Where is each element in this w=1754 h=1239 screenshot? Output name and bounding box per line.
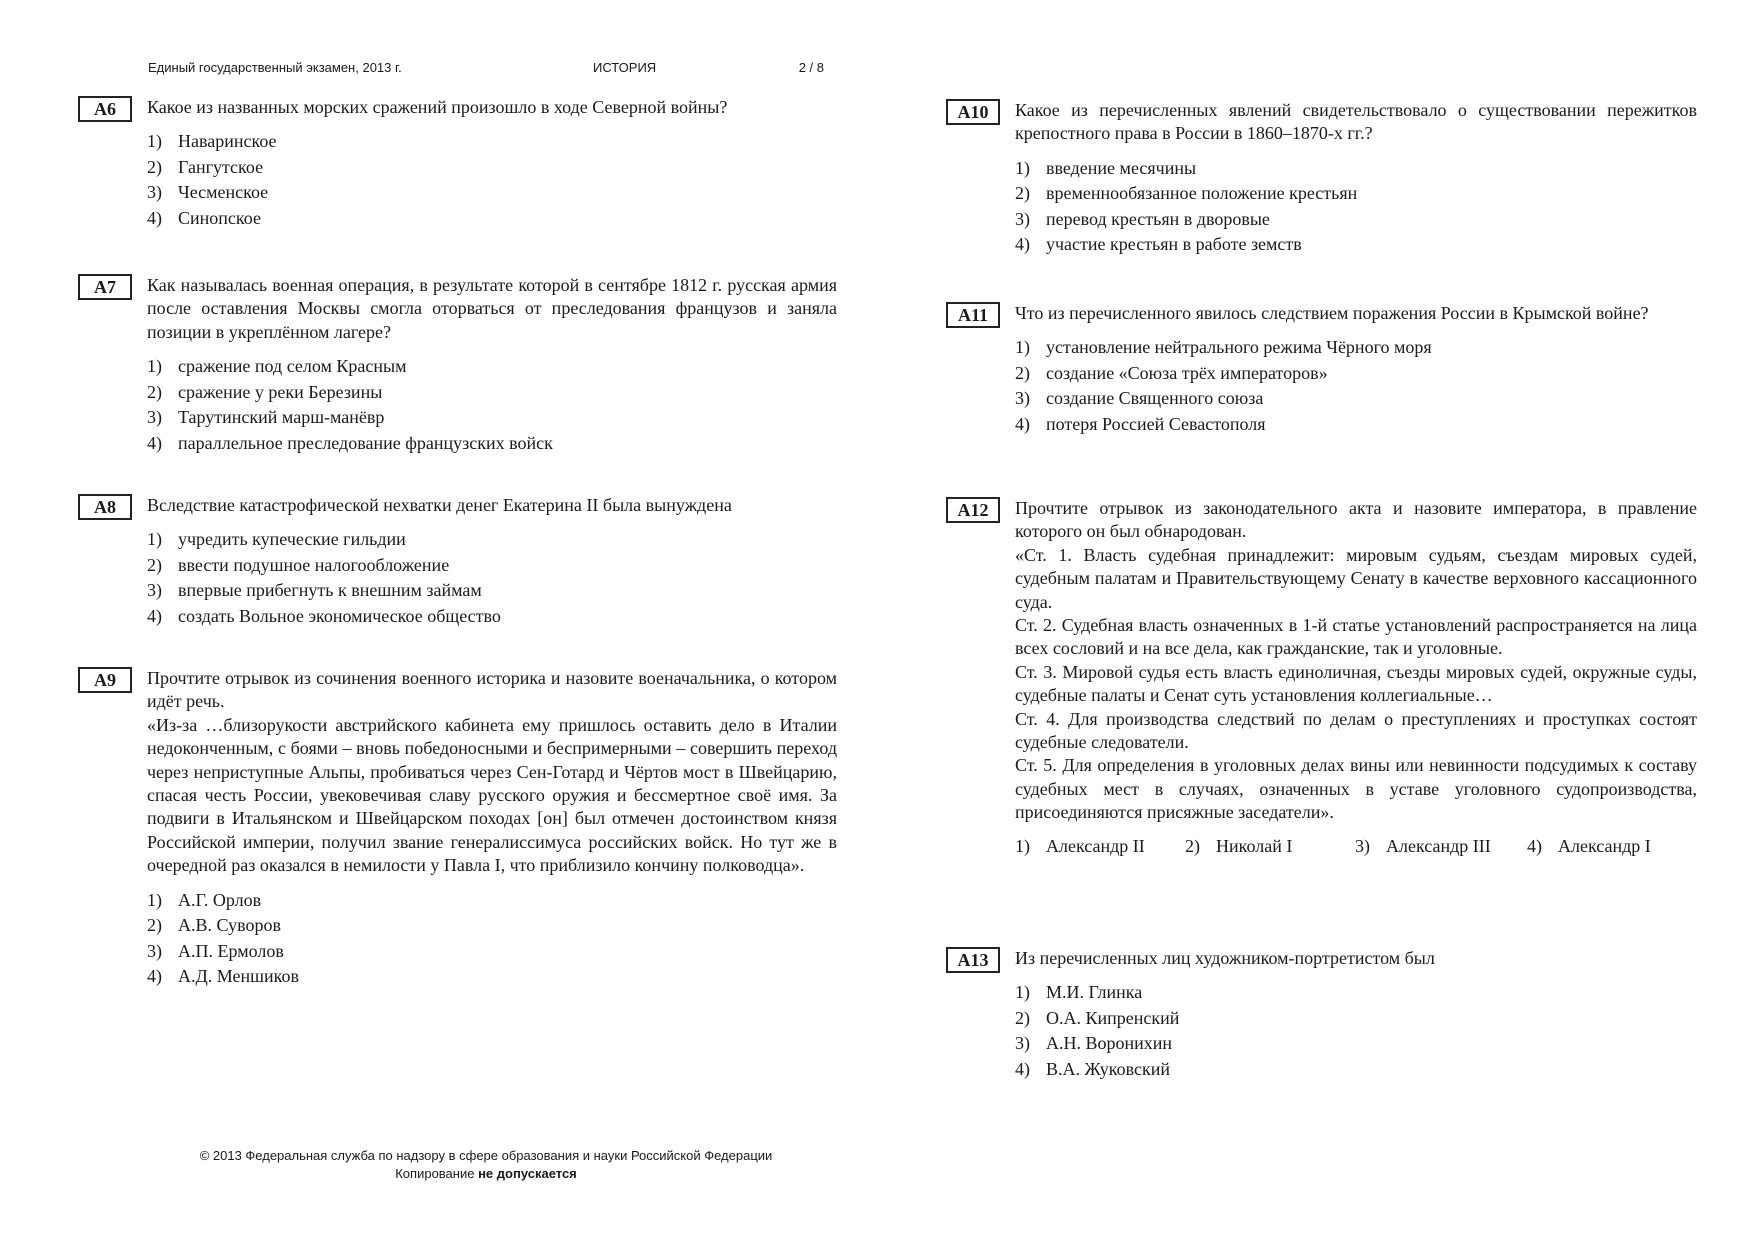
answer-option[interactable]: 3) А.П. Ермолов <box>147 940 284 961</box>
answer-option[interactable]: 4) Синопское <box>147 207 261 228</box>
answer-option[interactable]: 4) участие крестьян в работе земств <box>1015 234 1302 255</box>
copyright-line: © 2013 Федеральная служба по надзору в сфере образования и науки Российской Федерации <box>199 1148 773 1163</box>
task-body <box>1015 302 1697 437</box>
article-1: «Ст. 1. Власть судебная принадлежит: мировым судьям, съездам мировых судей, судебным палатам и Правительствующему Сенату в качестве верховного кассационного суда. <box>1015 544 1697 612</box>
exam-title: Единый государственный экзамен, 2013 г. <box>148 60 402 75</box>
question-text: Что из перечисленного явилось следствием поражения России в Крымской войне? <box>1015 303 1649 323</box>
answer-options <box>147 527 837 629</box>
answer-option[interactable]: 4) потеря Россией Севастополя <box>1015 413 1266 434</box>
task-label: А6 <box>78 96 132 122</box>
task-body <box>147 274 837 456</box>
task-body <box>1015 497 1697 858</box>
answer-option[interactable]: 3) Александр III <box>1355 835 1491 856</box>
answer-option[interactable]: 4) параллельное преследование французских войск <box>147 432 553 453</box>
answer-option[interactable]: 1) М.И. Глинка <box>1015 982 1143 1003</box>
answer-option[interactable]: 3) Тарутинский марш-манёвр <box>147 407 385 428</box>
quote-text: «Из-за …близорукости австрийского кабинета ему пришлось оставить дело в Италии недоконченным, с боями – вновь победоносными и беспримерными – совершить переход через неприступные Альпы, пробиваться через Сен-Готард и Чёртов мост в Швейцарию, спасая честь России, увековечивая славу русского оружия и бессмертное своё имя. За подвиги в Итальянском и Швейцарском походах [он] был отмечен достоинством князя Российской империи, получил звание генералиссимуса российских войск. Но тут же в очередной раз оказался в немилости у Павла I, что приблизило кончину полководца». <box>147 714 837 876</box>
answer-option[interactable]: 4) создать Вольное экономическое общество <box>147 605 501 626</box>
answer-option[interactable]: 3) создание Священного союза <box>1015 388 1264 409</box>
task-body <box>1015 947 1697 1082</box>
answer-option[interactable]: 2) временнообязанное положение крестьян <box>1015 183 1358 204</box>
answer-option[interactable]: 2) О.А. Кипренский <box>1015 1007 1180 1028</box>
task-body <box>147 494 837 629</box>
answer-option[interactable]: 3) А.Н. Воронихин <box>1015 1033 1173 1054</box>
task-body <box>147 667 837 990</box>
task-label: А7 <box>78 274 132 300</box>
task-label: А12 <box>946 497 1000 523</box>
page-header <box>148 60 824 80</box>
answer-options <box>1015 835 1697 858</box>
question-text: Прочтите отрывок из законодательного акта и назовите императора, в правление которого он был обнародован. <box>1015 498 1697 542</box>
answer-option[interactable]: 2) А.В. Суворов <box>147 915 281 936</box>
task-label: А13 <box>946 947 1000 973</box>
answer-options <box>147 354 837 456</box>
answer-option[interactable]: 2) сражение у реки Березины <box>147 381 383 402</box>
answer-option[interactable]: 4) В.А. Жуковский <box>1015 1058 1170 1079</box>
answer-option[interactable]: 1) Александр II <box>1015 835 1145 856</box>
question-text: Прочтите отрывок из сочинения военного историка и назовите военачальника, о котором идёт речь. <box>147 668 837 712</box>
answer-option[interactable]: 2) Николай I <box>1185 835 1293 856</box>
answer-options <box>1015 335 1697 437</box>
article-2: Ст. 2. Судебная власть означенных в 1-й статье установлений распространяется на лица всех сословий и на все дела, как гражданские, так и уголовные. <box>1015 615 1697 659</box>
answer-option[interactable]: 4) А.Д. Меншиков <box>147 966 299 987</box>
answer-option[interactable]: 1) сражение под селом Красным <box>147 356 407 377</box>
article-3: Ст. 3. Мировой судья есть власть единоличная, съезды мировых судей, окружные суды, судебные палаты и Сенат суть установления коллегиальные… <box>1015 661 1697 706</box>
question-text: Из перечисленных лиц художником-портретистом был <box>1015 948 1435 968</box>
task-label: А9 <box>78 667 132 693</box>
task-label: А10 <box>946 99 1000 125</box>
article-4: Ст. 4. Для производства следствий по делам о преступлениях и проступках состоят судебные следователи. <box>1015 708 1697 753</box>
answer-option[interactable]: 3) Чесменское <box>147 182 269 203</box>
answer-option[interactable]: 1) А.Г. Орлов <box>147 889 262 910</box>
answer-options <box>147 888 837 990</box>
answer-options <box>1015 156 1697 258</box>
answer-option[interactable]: 2) создание «Союза трёх императоров» <box>1015 362 1328 383</box>
question-text: Как называлась военная операция, в результате которой в сентябре 1812 г. русская армия после оставления Москвы смогла оторваться от преследования французов и заняла позиции в укреплённом лагере? <box>147 275 837 342</box>
task-label: А11 <box>946 302 1000 328</box>
answer-option[interactable]: 2) Гангутское <box>147 156 264 177</box>
answer-option[interactable]: 3) перевод крестьян в дворовые <box>1015 208 1270 229</box>
copy-notice: Копирование не допускается <box>395 1166 577 1181</box>
task-body <box>1015 99 1697 258</box>
article-5: Ст. 5. Для определения в уголовных делах вины или невинности подсудимых к составу судебных мест в случаях, означенных в уставе уголовного судопроизводства, присоединяются присяжные заседатели». <box>1015 755 1697 823</box>
answer-option[interactable]: 4) Александр I <box>1527 835 1651 856</box>
answer-option[interactable]: 3) впервые прибегнуть к внешним займам <box>147 580 482 601</box>
answer-option[interactable]: 1) введение месячины <box>1015 157 1197 178</box>
answer-option[interactable]: 1) учредить купеческие гильдии <box>147 529 406 550</box>
question-text: Вследствие катастрофической нехватки денег Екатерина II была вынуждена <box>147 495 732 515</box>
task-label: А8 <box>78 494 132 520</box>
question-text: Какое из названных морских сражений произошло в ходе Северной войны? <box>147 97 728 117</box>
answer-options <box>1015 980 1697 1082</box>
answer-option[interactable]: 1) Наваринское <box>147 131 277 152</box>
answer-options <box>147 129 837 231</box>
subject-title: ИСТОРИЯ <box>593 60 657 75</box>
question-text: Какое из перечисленных явлений свидетельствовало о существовании пережитков крепостного права в России в 1860–1870-х гг.? <box>1015 100 1697 144</box>
answer-option[interactable]: 2) ввести подушное налогообложение <box>147 554 450 575</box>
page-footer <box>148 1147 824 1183</box>
answer-option[interactable]: 1) установление нейтрального режима Чёрного моря <box>1015 337 1432 358</box>
task-body <box>147 96 837 231</box>
page-number: 2 / 8 <box>798 60 824 75</box>
